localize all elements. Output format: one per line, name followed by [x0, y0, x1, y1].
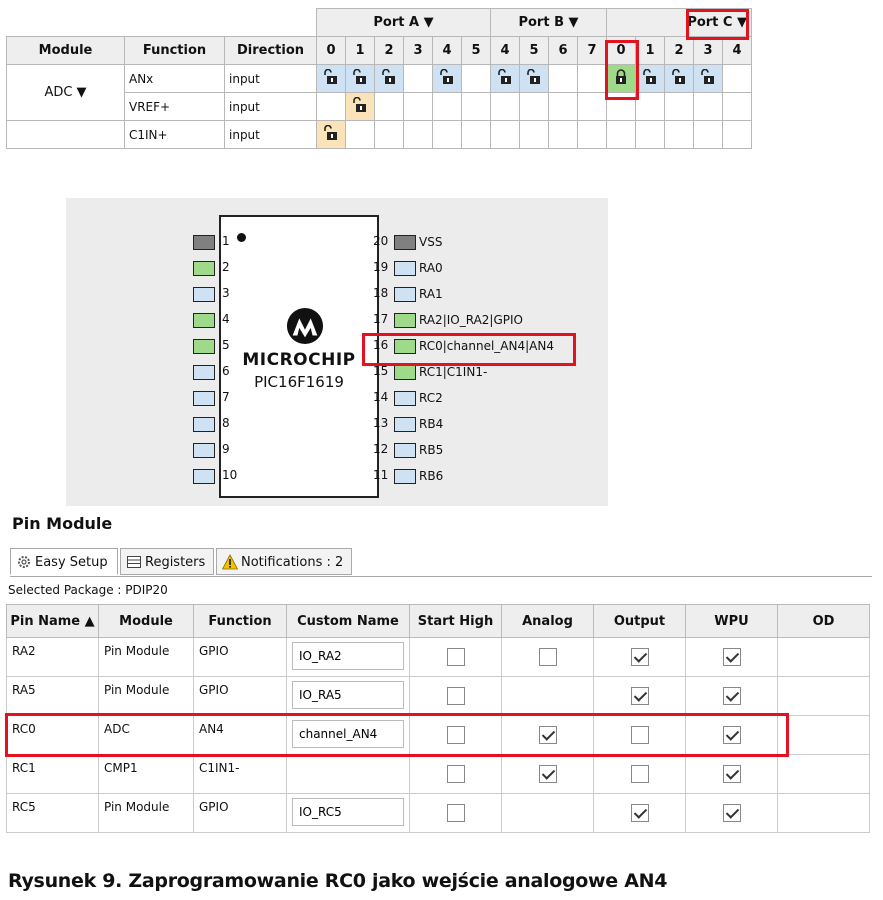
pin-label-right: RA1 [419, 287, 443, 301]
pin-pad[interactable] [394, 469, 416, 484]
lock-cell[interactable] [346, 65, 375, 93]
col-od[interactable]: OD [778, 605, 870, 638]
col-start-high[interactable]: Start High [410, 605, 502, 638]
lock-cell[interactable] [491, 65, 520, 93]
module-header: Module [7, 37, 125, 65]
pin-b7: 7 [578, 37, 607, 65]
table-row[interactable] [7, 677, 870, 716]
module: ADC [99, 716, 194, 755]
pin-label-right: RB4 [419, 417, 444, 431]
pin-a1: 1 [346, 37, 375, 65]
function-vref: VREF+ [125, 93, 225, 121]
wpu-checkbox[interactable] [723, 765, 741, 783]
pin-pad[interactable] [193, 417, 215, 432]
pin-number: 10 [222, 468, 238, 482]
pin-number: 1 [222, 234, 230, 248]
empty-cell [549, 65, 578, 93]
pin-c3: 3 [694, 37, 723, 65]
pin-number: 18 [373, 286, 389, 300]
empty-cell [404, 65, 433, 93]
microchip-logo-icon [286, 307, 324, 345]
warning-icon [222, 554, 238, 570]
pin-label-right: RB6 [419, 469, 444, 483]
wpu-checkbox[interactable] [723, 804, 741, 822]
pin1-dot [237, 233, 246, 242]
pin-pad[interactable] [193, 469, 215, 484]
function: GPIO [194, 638, 287, 677]
custom-name-input[interactable] [292, 798, 404, 826]
pin-number: 9 [222, 442, 230, 456]
empty-cell [723, 65, 752, 93]
pin-label-right: RA0 [419, 261, 443, 275]
unlock-icon [642, 69, 658, 85]
custom-name-input[interactable] [292, 642, 404, 670]
wpu-checkbox[interactable] [723, 648, 741, 666]
start-high-checkbox[interactable] [447, 804, 465, 822]
pin-number: 8 [222, 416, 230, 430]
table-row[interactable] [7, 755, 870, 794]
pin-pad[interactable] [193, 339, 215, 354]
pin-name: RC1 [7, 755, 99, 794]
pin-label-right: RC0|channel_AN4|AN4 [419, 339, 554, 353]
direction-c1in: input [225, 121, 317, 149]
left-pin-list [66, 198, 238, 506]
lock-cell[interactable] [317, 121, 346, 149]
analog-checkbox[interactable] [539, 765, 557, 783]
wpu-checkbox[interactable] [723, 687, 741, 705]
registers-icon [126, 554, 142, 570]
pin-module-title: Pin Module [12, 514, 113, 533]
pin-pad[interactable] [394, 287, 416, 302]
pin-pad[interactable] [193, 391, 215, 406]
pin-a2: 2 [375, 37, 404, 65]
output-checkbox[interactable] [631, 804, 649, 822]
analog-checkbox[interactable] [539, 648, 557, 666]
pin-number: 12 [373, 442, 389, 456]
start-high-checkbox[interactable] [447, 648, 465, 666]
pin-label-right: RA2|IO_RA2|GPIO [419, 313, 523, 327]
pin-a0: 0 [317, 37, 346, 65]
unlock-icon [439, 69, 455, 85]
tab-registers[interactable]: Registers [120, 548, 214, 575]
function-c1in: C1IN+ [125, 121, 225, 149]
col-analog[interactable]: Analog [502, 605, 594, 638]
function-header: Function [125, 37, 225, 65]
direction-header: Direction [225, 37, 317, 65]
unlock-icon [352, 97, 368, 113]
start-high-checkbox[interactable] [447, 687, 465, 705]
col-wpu[interactable]: WPU [686, 605, 778, 638]
function: C1IN1- [194, 755, 287, 794]
pin-pad[interactable] [193, 235, 215, 250]
pin-b6: 6 [549, 37, 578, 65]
pin-a3: 3 [404, 37, 433, 65]
lock-cell[interactable] [694, 65, 723, 93]
direction-vref: input [225, 93, 317, 121]
pin-pad[interactable] [394, 443, 416, 458]
selected-package: Selected Package : PDIP20 [8, 583, 168, 597]
pin-pad[interactable] [193, 365, 215, 380]
pin-number: 20 [373, 234, 389, 248]
lock-cell[interactable] [520, 65, 549, 93]
unlock-icon [381, 69, 397, 85]
col-module[interactable]: Module [99, 605, 194, 638]
pin-pad[interactable] [394, 313, 416, 328]
unlock-icon [671, 69, 687, 85]
function-anx: ANx [125, 65, 225, 93]
custom-name-cell [287, 677, 410, 716]
pin-c0: 0 [607, 37, 636, 65]
custom-name-cell [287, 638, 410, 677]
lock-cell[interactable] [375, 65, 404, 93]
pin-number: 5 [222, 338, 230, 352]
output-checkbox[interactable] [631, 648, 649, 666]
part-number: PIC16F1619 [254, 373, 344, 391]
function: AN4 [194, 716, 287, 755]
pin-number: 4 [222, 312, 230, 326]
pin-pad[interactable] [394, 235, 416, 250]
highlight-port-c [686, 9, 749, 40]
module: CMP1 [99, 755, 194, 794]
pin-manager-grid [6, 8, 752, 149]
pin-number: 16 [373, 338, 389, 352]
unlock-icon [497, 69, 513, 85]
highlight-pin-c0 [605, 40, 639, 100]
pin-number: 19 [373, 260, 389, 274]
col-pin-name[interactable]: Pin Name ▲ [7, 605, 99, 638]
pin-c4: 4 [723, 37, 752, 65]
chip-body [219, 215, 379, 498]
pin-number: 2 [222, 260, 230, 274]
brand-name: MICROCHIP [242, 350, 356, 370]
pin-number: 14 [373, 390, 389, 404]
pin-number: 6 [222, 364, 230, 378]
lock-cell[interactable] [636, 65, 665, 93]
pin-name: RA5 [7, 677, 99, 716]
pin-pad[interactable] [193, 261, 215, 276]
unlock-icon [352, 69, 368, 85]
function: GPIO [194, 677, 287, 716]
col-custom-name[interactable]: Custom Name [287, 605, 410, 638]
lock-cell[interactable] [346, 93, 375, 121]
module-adc[interactable]: ADC ▼ [7, 65, 125, 121]
pin-name: RA2 [7, 638, 99, 677]
custom-name-cell [287, 794, 410, 833]
custom-name-cell [287, 755, 410, 794]
pin-number: 7 [222, 390, 230, 404]
pin-label-right: RC2 [419, 391, 443, 405]
highlight-rc0-row [5, 713, 789, 757]
pin-pad[interactable] [394, 417, 416, 432]
function: GPIO [194, 794, 287, 833]
table-row[interactable] [7, 638, 870, 677]
start-high-checkbox[interactable] [447, 765, 465, 783]
gear-icon [16, 554, 32, 570]
lock-cell[interactable] [317, 65, 346, 93]
col-output[interactable]: Output [594, 605, 686, 638]
pin-pad[interactable] [394, 365, 416, 380]
custom-name-input[interactable] [292, 681, 404, 709]
pin-label-right: VSS [419, 235, 443, 249]
pin-number: 17 [373, 312, 389, 326]
empty-cell [462, 65, 491, 93]
pin-c1: 1 [636, 37, 665, 65]
lock-cell[interactable] [665, 65, 694, 93]
pin-pad[interactable] [394, 261, 416, 276]
port-b-header[interactable]: Port B ▼ [491, 9, 607, 37]
empty-cell [578, 65, 607, 93]
pin-c2: 2 [665, 37, 694, 65]
pin-a5: 5 [462, 37, 491, 65]
module: Pin Module [99, 638, 194, 677]
direction-anx: input [225, 65, 317, 93]
unlock-icon [323, 69, 339, 85]
pin-pad[interactable] [394, 391, 416, 406]
tab-easy-setup[interactable]: Easy Setup [10, 548, 118, 575]
pin-pad[interactable] [193, 313, 215, 328]
pin-pad[interactable] [193, 287, 215, 302]
pin-number: 13 [373, 416, 389, 430]
pin-b5: 5 [520, 37, 549, 65]
highlight-pin-16 [362, 333, 576, 366]
unlock-icon [526, 69, 542, 85]
pin-label-right: RB5 [419, 443, 444, 457]
lock-cell[interactable] [433, 65, 462, 93]
output-checkbox[interactable] [631, 687, 649, 705]
figure-caption: Rysunek 9. Zaprogramowanie RC0 jako wejście analogowe AN4 [8, 870, 668, 892]
pin-number: 15 [373, 364, 389, 378]
pin-a4: 4 [433, 37, 462, 65]
tab-notifications[interactable]: Notifications : 2 [216, 548, 352, 575]
pin-name: RC5 [7, 794, 99, 833]
module: Pin Module [99, 677, 194, 716]
output-checkbox[interactable] [631, 765, 649, 783]
pin-pad[interactable] [193, 443, 215, 458]
pin-b4: 4 [491, 37, 520, 65]
port-c-header[interactable]: Port C ▼ [607, 9, 752, 37]
pin-number: 3 [222, 286, 230, 300]
table-row[interactable] [7, 794, 870, 833]
pin-number: 11 [373, 468, 389, 482]
port-a-header[interactable]: Port A ▼ [317, 9, 491, 37]
unlock-icon [700, 69, 716, 85]
module: Pin Module [99, 794, 194, 833]
unlock-icon [323, 125, 339, 141]
pin-label-right: RC1|C1IN1- [419, 365, 488, 379]
pin-name: RC0 [7, 716, 99, 755]
col-function[interactable]: Function [194, 605, 287, 638]
